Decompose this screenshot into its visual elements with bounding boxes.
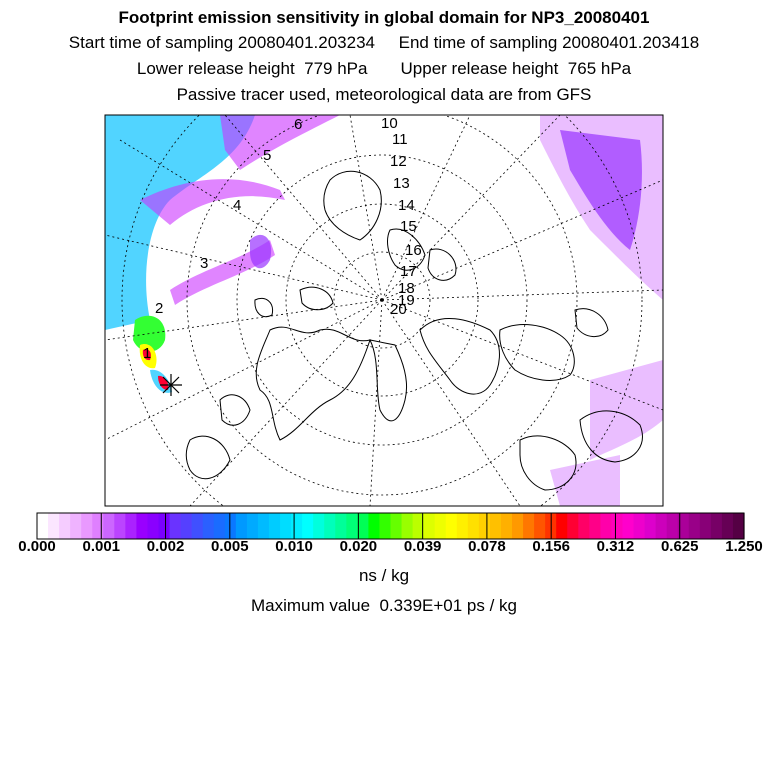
- colorbar-cell: [192, 513, 204, 539]
- colorbar-cell: [59, 513, 71, 539]
- colorbar-cell: [634, 513, 646, 539]
- colorbar-cell: [236, 513, 248, 539]
- colorbar-cell: [446, 513, 458, 539]
- release-heights: Lower release height 779 hPa Upper release height 765 hPa: [136, 59, 632, 78]
- colorbar-cell: [313, 513, 325, 539]
- trajectory-label-5: 5: [263, 147, 272, 164]
- trajectory-label-11: 11: [392, 131, 408, 148]
- colorbar-tick-label: 0.001: [82, 538, 121, 555]
- colorbar-cell: [214, 513, 226, 539]
- tracer-note: Passive tracer used, meteorological data are from GFS: [176, 85, 592, 104]
- colorbar-unit: ns / kg: [358, 566, 410, 585]
- trajectory-label-14: 14: [398, 197, 415, 214]
- colorbar-tick-label: 0.312: [596, 538, 635, 555]
- trajectory-label-20: 20: [390, 301, 407, 318]
- trajectory-label-10: 10: [381, 115, 398, 132]
- maximum-value: Maximum value 0.339E+01 ps / kg: [251, 596, 517, 615]
- colorbar-cell: [457, 513, 469, 539]
- colorbar-cell: [622, 513, 634, 539]
- colorbar-cell: [335, 513, 347, 539]
- colorbar-tick-label: 0.010: [275, 538, 313, 555]
- plot-title: Footprint emission sensitivity in global domain for NP3_20080401: [118, 8, 650, 27]
- trajectory-label-12: 12: [390, 153, 407, 170]
- colorbar-cell: [379, 513, 391, 539]
- colorbar-cell: [269, 513, 281, 539]
- colorbar-cell: [225, 513, 237, 539]
- colorbar-cell: [92, 513, 104, 539]
- trajectory-label-18: 18: [398, 280, 415, 297]
- colorbar-tick-label: 0.020: [339, 538, 378, 555]
- trajectory-label-6: 6: [294, 116, 303, 133]
- colorbar-cell: [258, 513, 270, 539]
- colorbar-cell: [114, 513, 126, 539]
- colorbar-cell: [689, 513, 701, 539]
- colorbar-cell: [203, 513, 215, 539]
- colorbar-cell: [357, 513, 369, 539]
- colorbar-cell: [247, 513, 259, 539]
- trajectory-label-1: 1: [143, 345, 152, 362]
- trajectory-label-13: 13: [393, 175, 410, 192]
- colorbar-cell: [368, 513, 380, 539]
- trajectory-label-19: 19: [398, 292, 415, 309]
- colorbar-cell: [534, 513, 546, 539]
- colorbar-cell: [302, 513, 314, 539]
- colorbar-cell: [181, 513, 193, 539]
- colorbar-cell: [479, 513, 491, 539]
- colorbar-cell: [600, 513, 612, 539]
- colorbar-cell: [578, 513, 590, 539]
- sampling-times: Start time of sampling 20080401.203234 End time of sampling 20080401.203418: [68, 33, 700, 52]
- colorbar-tick-label: 0.002: [146, 538, 185, 555]
- colorbar-cell: [611, 513, 623, 539]
- colorbar-cell: [48, 513, 60, 539]
- colorbar-cell: [523, 513, 535, 539]
- colorbar-cell: [700, 513, 712, 539]
- colorbar-cell: [656, 513, 668, 539]
- colorbar-tick-label: 0.625: [660, 538, 699, 555]
- colorbar-cell: [733, 513, 745, 539]
- colorbar-cell: [711, 513, 723, 539]
- colorbar-cell: [103, 513, 115, 539]
- colorbar-cell: [346, 513, 358, 539]
- colorbar-cell: [291, 513, 303, 539]
- trajectory-label-16: 16: [405, 242, 422, 259]
- colorbar-cell: [324, 513, 336, 539]
- colorbar-cell: [391, 513, 403, 539]
- colorbar-cell: [37, 513, 49, 539]
- colorbar-cell: [147, 513, 159, 539]
- colorbar-cell: [159, 513, 171, 539]
- colorbar-cell: [435, 513, 447, 539]
- colorbar-cell: [170, 513, 182, 539]
- colorbar-cell: [667, 513, 679, 539]
- colorbar-cell: [402, 513, 414, 539]
- colorbar-cell: [468, 513, 480, 539]
- colorbar-tick-label: 0.000: [18, 538, 56, 555]
- colorbar-cell: [81, 513, 93, 539]
- colorbar-cell: [280, 513, 292, 539]
- trajectory-label-2: 2: [155, 300, 164, 317]
- colorbar-cell: [424, 513, 436, 539]
- colorbar-cell: [645, 513, 657, 539]
- colorbar-cell: [125, 513, 137, 539]
- colorbar-tick-label: 0.005: [211, 538, 249, 555]
- trajectory-label-4: 4: [233, 197, 242, 214]
- colorbar-cell: [512, 513, 524, 539]
- colorbar-tick-label: 1.250: [725, 538, 763, 555]
- colorbar-cell: [490, 513, 502, 539]
- trajectory-label-17: 17: [400, 263, 417, 280]
- colorbar-cell: [136, 513, 148, 539]
- colorbar-tick-label: 0.156: [532, 538, 570, 555]
- colorbar-cell: [501, 513, 513, 539]
- colorbar-cells: [37, 513, 745, 539]
- colorbar-cell: [722, 513, 734, 539]
- colorbar-cell: [589, 513, 601, 539]
- colorbar-tick-label: 0.078: [468, 538, 506, 555]
- colorbar-tick-label: 0.039: [403, 538, 442, 555]
- trajectory-label-15: 15: [400, 218, 417, 235]
- colorbar-cell: [556, 513, 568, 539]
- colorbar-cell: [567, 513, 579, 539]
- trajectory-label-3: 3: [200, 255, 209, 272]
- colorbar-cell: [70, 513, 82, 539]
